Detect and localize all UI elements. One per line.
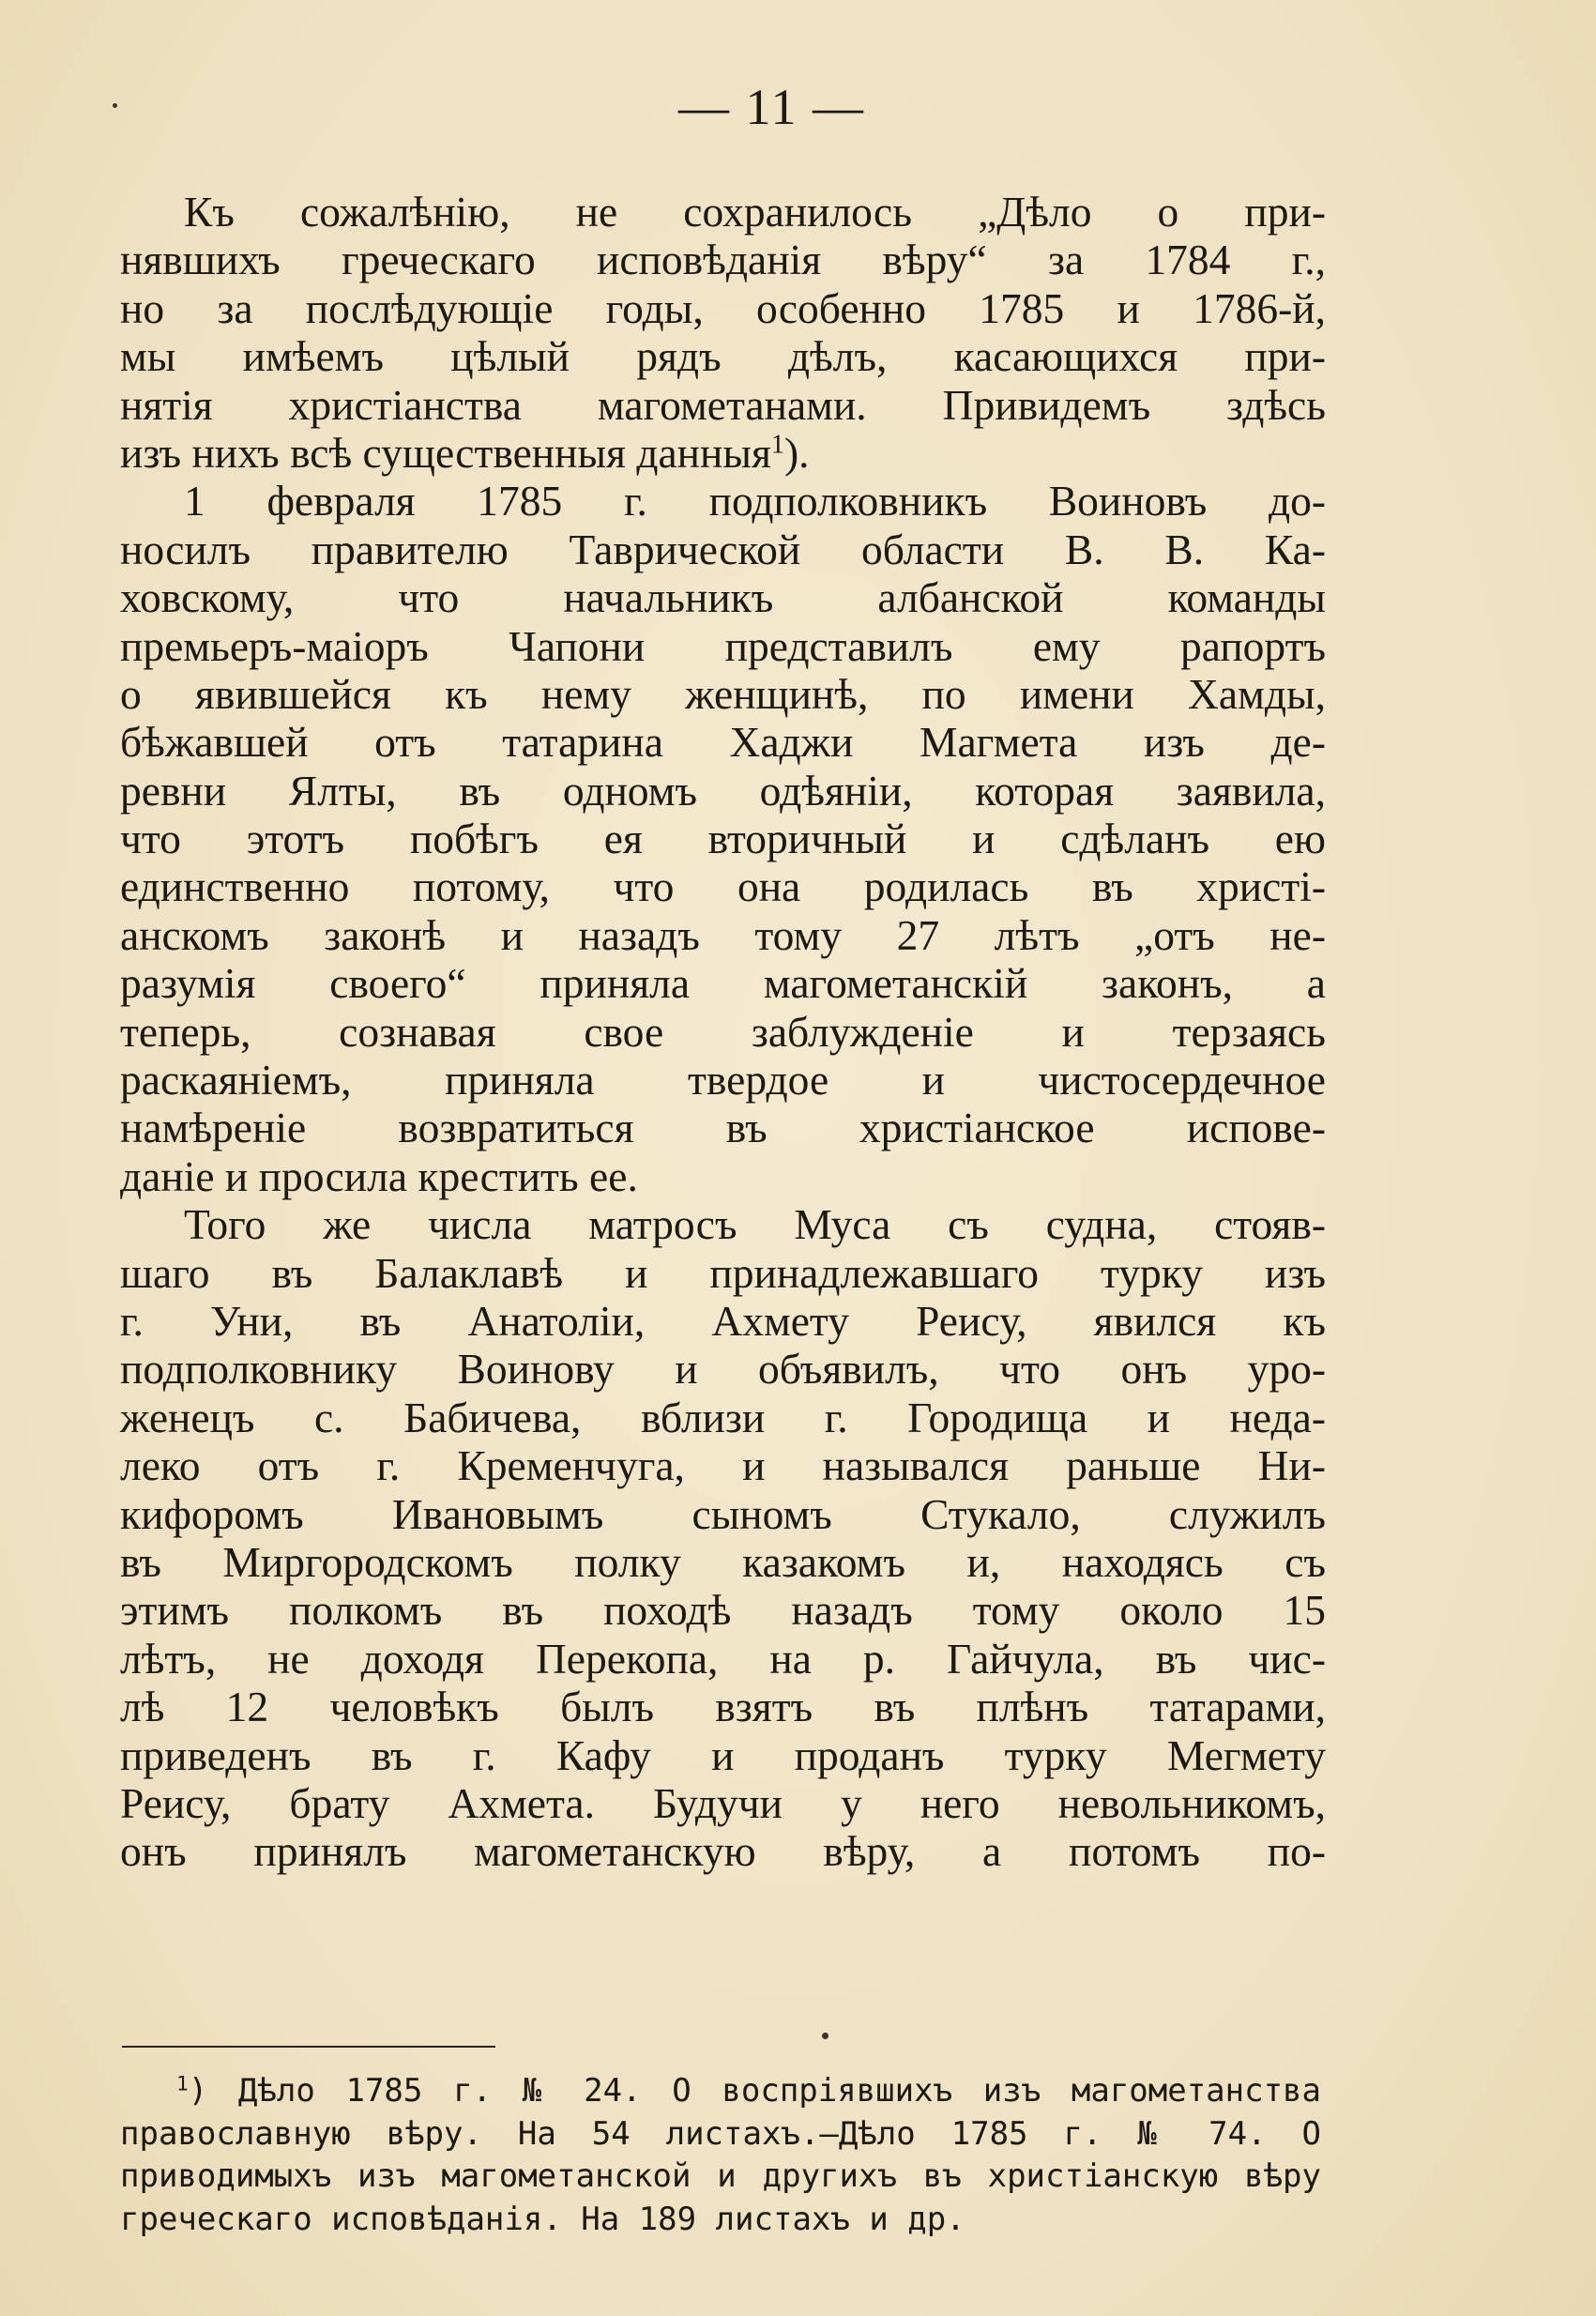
text-line: нявшихъ греческаго исповѣданія вѣру“ за 1784 г., [120,236,1326,284]
text-line: Того же числа матросъ Муса съ судна, стояв- [184,1200,1326,1249]
text-line: кифоромъ Ивановымъ сыномъ Стукало, служилъ [120,1489,1326,1538]
text-line: разумія своего“ приняла магометанскій законъ, а [120,959,1326,1008]
footnote-line: православную вѣру. На 54 листахъ.—Дѣло 1785 г. № 74. О [120,2114,1321,2153]
text-line: лѣтъ, не доходя Перекопа, на р. Гайчула, въ чис- [120,1634,1326,1683]
text-line: этимъ полкомъ въ походѣ назадъ тому около 15 [120,1586,1326,1635]
text-line: раскаяніемъ, приняла твердое и чистосердечное [120,1056,1326,1105]
text-line [120,429,1326,477]
text-line: приведенъ въ г. Кафу и проданъ турку Мегмету [120,1730,1326,1779]
footnote-line [120,2070,1321,2113]
text-line: носилъ правителю Таврической области В. В. Ка- [120,525,1326,573]
footnote-marker: 1 [176,2071,189,2095]
footnote-reference: 1 [770,430,784,460]
text-line: бѣжавшей отъ татарина Хаджи Магмета изъ де- [120,718,1326,767]
text-line: онъ принялъ магометанскую вѣру, а потомъ по- [120,1827,1326,1876]
text-line: подполковнику Воинову и объявилъ, что онъ уро- [120,1345,1326,1394]
text-line: нятія христіанства магометанами. Привидемъ здѣсь [120,380,1326,429]
footnotes [120,2070,1321,2241]
text-line: г. Уни, въ Анатоліи, Ахмету Реису, явился къ [120,1296,1326,1345]
text-line: единственно потому, что она родилась въ христі- [120,862,1326,911]
text-line: женецъ с. Бабичева, вблизи г. Городища и неда- [120,1393,1326,1441]
text-line: 1 февраля 1785 г. подполковникъ Воиновъ до- [184,477,1326,526]
footnote-marker-tail: ) [188,2072,208,2110]
text-line: о явившейся къ нему женщинѣ, по имени Хамды, [120,669,1326,718]
page-number: — 11 — [678,79,865,135]
footnote-line: греческаго исповѣданія. На 189 листахъ и др. [120,2200,965,2238]
text-line-content: изъ нихъ всѣ существенныя данныя [120,428,771,477]
text-line: въ Миргородскомъ полку казакомъ и, находясь съ [120,1537,1326,1586]
text-line: Реису, брату Ахмета. Будучи у него невольникомъ, [120,1778,1326,1827]
footnote-separator [122,2046,495,2048]
footnote-line: приводимыхъ изъ магометанской и другихъ въ христіанскую вѣру [120,2157,1321,2196]
text-line: но за послѣдующіе годы, особенно 1785 и 1786-й, [120,283,1326,332]
text-line: мы имѣемъ цѣлый рядъ дѣлъ, касающихся при- [120,332,1326,381]
text-line: Къ сожалѣнію, не сохранилось „Дѣло о при- [184,188,1326,236]
text-line: ховскому, что начальникъ албанской команды [120,573,1326,622]
footnote-line-content: Дѣло 1785 г. № 24. О воспріявшихъ изъ магометанства [237,2072,1321,2110]
text-line: что этотъ побѣгъ ея вторичный и сдѣланъ ею [120,815,1326,863]
text-line: шаго въ Балаклавѣ и принадлежавшаго турку изъ [120,1248,1326,1297]
paper-speck [822,2033,828,2039]
text-line: теперь, сознавая свое заблужденіе и терзаясь [120,1007,1326,1056]
paper-speck [113,103,117,108]
text-line: анскомъ законѣ и назадъ тому 27 лѣтъ „отъ не- [120,910,1326,959]
footnote-reference-tail: ). [783,428,810,477]
text-line: ревни Ялты, въ одномъ одѣяніи, которая заявила, [120,766,1326,815]
text-line: даніе и просила крестить ее. [120,1151,638,1200]
text-line: леко отъ г. Кременчуга, и назывался раньше Ни- [120,1441,1326,1490]
text-line: лѣ 12 человѣкъ былъ взятъ въ плѣнъ татарами, [120,1683,1326,1731]
main-text [120,188,1326,1876]
text-line: намѣреніе возвратиться въ христіанское испове- [120,1104,1326,1152]
text-line: премьеръ-маіоръ Чапони представилъ ему рапортъ [120,621,1326,670]
